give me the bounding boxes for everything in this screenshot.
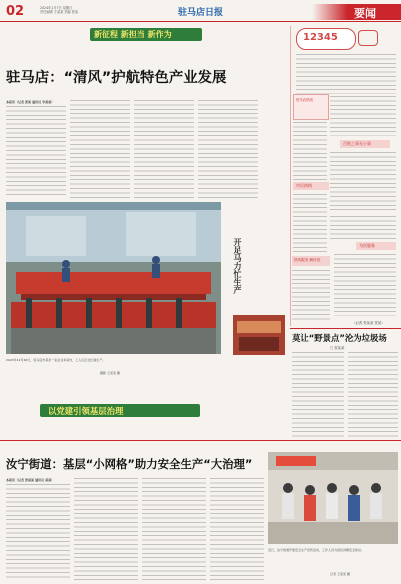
article3-headline[interactable]: 汝宁街道：基层“小网格”助力安全生产“大治理” [6,457,253,471]
article2-byline: □ 张某某 [330,346,345,350]
photo-caption: 2023年12月26日，驻马店市某县一家企业车间内，工人们正在忙碌生产。 [6,358,106,362]
date-text: 2024年1月7日 星期日 [40,6,73,10]
article3-byline: 本报讯（记者 张某某 通讯员 某某） [6,478,55,482]
sidebar-box-4 [292,256,330,266]
article1-byline: 本报讯（记者 张某 通讯员 李某某） [6,100,55,104]
masthead-divider [0,21,401,22]
article3-column3 [142,478,206,580]
article2-column2 [348,352,398,440]
hotline-icon [358,30,378,46]
page-number: 02 [6,4,25,19]
safety-photo [268,452,398,544]
paper-logo: 驻马店日报 [178,8,224,18]
photo-credit: 摄影 王某某 摄 [100,371,120,375]
article2-column1 [292,352,344,440]
sidebar-text-1 [296,54,396,94]
date-line [40,6,78,14]
sidebar-text-6 [330,216,396,240]
sidebar-box-5 [356,242,396,250]
banner-mid-text: 以党建引领基层治理 [48,406,124,416]
sidebar-box-1-label: 驻马店热线 [296,98,313,102]
sidebar-box-1 [293,94,329,120]
sidebar-text-2 [330,96,396,136]
safety-illustration [268,452,398,544]
hotline-logo [296,28,356,50]
factory-illustration [6,202,221,354]
article1-column1 [6,106,66,198]
hotline-number: 12345 [303,32,338,43]
article3-column1 [6,484,70,580]
article3-photo-caption: 近日，汝宁街道开展安全生产宣传活动，工作人员为居民讲解安全知识。 [268,548,365,552]
editor-text: 责任编辑 王某某 美编 张某 [40,10,79,14]
sidebar-text-4 [330,152,396,212]
article3-photo-credit: 记者 王某某 摄 [330,572,350,576]
article2-headline[interactable]: 莫让“野景点”沦为垃圾场 [292,333,387,343]
article1-column4 [198,100,258,198]
section-bar [312,4,401,20]
article3-column4 [210,478,264,580]
inset-photo [233,315,285,355]
sidebar-box-2-label: 百姓之事无小事 [343,141,371,146]
sidebar-text-7 [292,270,330,320]
sidebar-box-3-label: 市民热线 [296,183,312,188]
article3-column2 [74,478,138,580]
sidebar-text-8 [334,254,396,316]
inset-illustration [233,315,285,355]
banner-mid [40,404,200,417]
article1-column2 [70,100,130,198]
section-title: 要闻 [354,7,376,20]
sidebar-text-3 [293,122,327,180]
vertical-caption: 开足马力忙生产 [233,238,242,294]
banner-top [90,28,202,41]
sidebar-credit: （记者 张某某 张某） [352,321,385,325]
sidebar-text-5 [293,194,327,254]
sidebar-box-3 [293,182,329,190]
factory-photo [6,202,221,354]
banner-top-text: 新征程 新担当 新作为 [94,29,172,39]
article3-top-rule [0,440,401,441]
sidebar-box-5-label: 为民服务 [359,243,375,248]
article1-column3 [134,100,194,198]
sidebar-box-4-label: 热线服务 解民忧 [294,258,321,262]
sidebar-box-2 [340,140,390,148]
article1-headline[interactable]: 驻马店：“清风”护航特色产业发展 [6,70,227,86]
sidebar-divider [290,26,291,326]
